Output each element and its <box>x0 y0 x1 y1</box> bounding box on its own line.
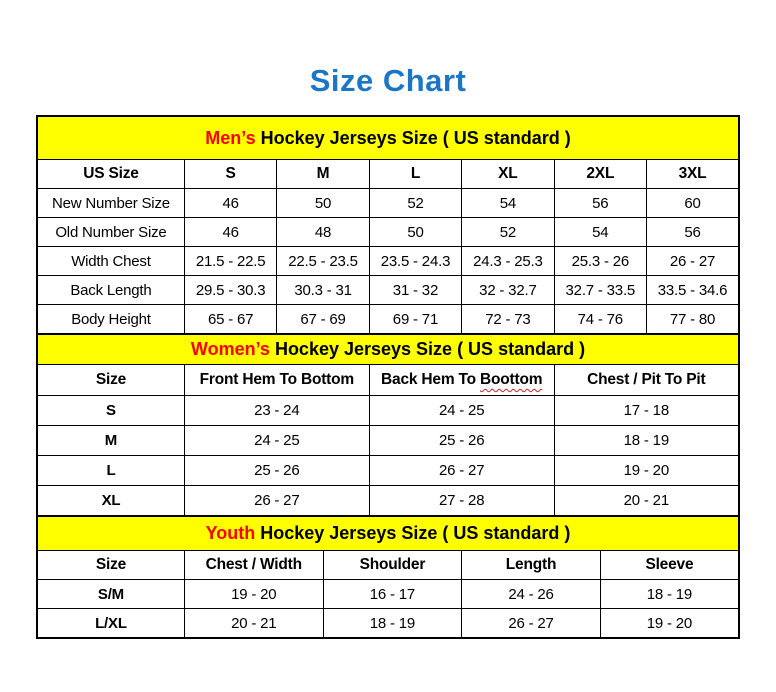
womens-caption-row <box>37 334 739 365</box>
womens-row-label: L <box>37 456 184 486</box>
mens-caption-text: Hockey Jerseys Size ( US standard ) <box>255 127 571 148</box>
mens-data-row <box>37 305 739 335</box>
mens-cell-value: 74 - 76 <box>554 305 646 335</box>
womens-header-row <box>37 365 739 396</box>
youth-cell-value: 26 - 27 <box>462 609 601 639</box>
womens-caption-text: Hockey Jerseys Size ( US standard ) <box>269 339 586 360</box>
womens-caption-cell <box>37 334 739 365</box>
womens-column-header: Back Hem To Boottom <box>369 365 554 396</box>
misspelled-word: Boottom <box>480 371 543 389</box>
womens-size-table <box>36 333 740 517</box>
mens-row-label: Back Length <box>37 276 184 305</box>
mens-caption-cell <box>37 116 739 160</box>
womens-data-row <box>37 486 739 517</box>
mens-cell-value: 65 - 67 <box>184 305 276 335</box>
youth-cell-value: 20 - 21 <box>184 609 323 639</box>
mens-cell-value: 48 <box>277 218 369 247</box>
mens-cell-value: 46 <box>184 218 276 247</box>
mens-header-row <box>37 160 739 189</box>
youth-caption-text: Hockey Jerseys Size ( US standard ) <box>255 523 571 544</box>
mens-data-row <box>37 247 739 276</box>
size-tables-container <box>36 115 740 639</box>
mens-cell-value: 31 - 32 <box>369 276 461 305</box>
mens-cell-value: 46 <box>184 189 276 218</box>
mens-row-label: Body Height <box>37 305 184 335</box>
mens-cell-value: 72 - 73 <box>462 305 554 335</box>
womens-cell-value: 18 - 19 <box>554 426 739 456</box>
youth-cell-value: 19 - 20 <box>600 609 739 639</box>
womens-cell-value: 19 - 20 <box>554 456 739 486</box>
youth-column-header: Length <box>462 551 601 580</box>
mens-data-row <box>37 189 739 218</box>
youth-header-row <box>37 551 739 580</box>
mens-column-header: S <box>184 160 276 189</box>
youth-column-header: Sleeve <box>600 551 739 580</box>
mens-row-label: Width Chest <box>37 247 184 276</box>
youth-cell-value: 18 - 19 <box>323 609 462 639</box>
mens-cell-value: 69 - 71 <box>369 305 461 335</box>
mens-cell-value: 32 - 32.7 <box>462 276 554 305</box>
mens-cell-value: 54 <box>462 189 554 218</box>
womens-cell-value: 24 - 25 <box>369 396 554 426</box>
youth-caption-highlight: Youth <box>205 523 256 544</box>
mens-cell-value: 56 <box>554 189 646 218</box>
youth-caption-cell <box>37 516 739 551</box>
youth-caption-row <box>37 516 739 551</box>
mens-cell-value: 29.5 - 30.3 <box>184 276 276 305</box>
mens-cell-value: 50 <box>369 218 461 247</box>
mens-cell-value: 25.3 - 26 <box>554 247 646 276</box>
youth-column-header: Shoulder <box>323 551 462 580</box>
youth-row-label: S/M <box>37 580 184 609</box>
mens-cell-value: 26 - 27 <box>647 247 739 276</box>
mens-size-table <box>36 115 740 335</box>
youth-cell-value: 16 - 17 <box>323 580 462 609</box>
youth-size-table <box>36 515 740 639</box>
mens-column-header: 3XL <box>647 160 739 189</box>
womens-data-row <box>37 396 739 426</box>
youth-column-header: Size <box>37 551 184 580</box>
youth-row-label: L/XL <box>37 609 184 639</box>
womens-cell-value: 26 - 27 <box>369 456 554 486</box>
womens-row-label: S <box>37 396 184 426</box>
mens-data-row <box>37 276 739 305</box>
womens-cell-value: 24 - 25 <box>184 426 369 456</box>
mens-cell-value: 54 <box>554 218 646 247</box>
mens-column-header: 2XL <box>554 160 646 189</box>
womens-row-label: XL <box>37 486 184 517</box>
mens-cell-value: 23.5 - 24.3 <box>369 247 461 276</box>
womens-data-row <box>37 426 739 456</box>
youth-cell-value: 18 - 19 <box>600 580 739 609</box>
mens-caption-row <box>37 116 739 160</box>
womens-column-header: Chest / Pit To Pit <box>554 365 739 396</box>
mens-column-header: US Size <box>37 160 184 189</box>
mens-cell-value: 50 <box>277 189 369 218</box>
mens-cell-value: 67 - 69 <box>277 305 369 335</box>
womens-cell-value: 20 - 21 <box>554 486 739 517</box>
youth-data-row <box>37 609 739 639</box>
mens-cell-value: 30.3 - 31 <box>277 276 369 305</box>
womens-cell-value: 25 - 26 <box>184 456 369 486</box>
mens-row-label: New Number Size <box>37 189 184 218</box>
mens-cell-value: 21.5 - 22.5 <box>184 247 276 276</box>
mens-cell-value: 52 <box>462 218 554 247</box>
womens-column-header: Size <box>37 365 184 396</box>
mens-column-header: M <box>277 160 369 189</box>
mens-caption-highlight: Men’s <box>205 127 256 148</box>
youth-cell-value: 24 - 26 <box>462 580 601 609</box>
womens-column-header: Front Hem To Bottom <box>184 365 369 396</box>
youth-cell-value: 19 - 20 <box>184 580 323 609</box>
womens-cell-value: 26 - 27 <box>184 486 369 517</box>
mens-column-header: L <box>369 160 461 189</box>
womens-cell-value: 25 - 26 <box>369 426 554 456</box>
mens-row-label: Old Number Size <box>37 218 184 247</box>
womens-cell-value: 17 - 18 <box>554 396 739 426</box>
mens-cell-value: 77 - 80 <box>647 305 739 335</box>
mens-cell-value: 33.5 - 34.6 <box>647 276 739 305</box>
mens-cell-value: 22.5 - 23.5 <box>277 247 369 276</box>
mens-cell-value: 32.7 - 33.5 <box>554 276 646 305</box>
womens-cell-value: 23 - 24 <box>184 396 369 426</box>
womens-cell-value: 27 - 28 <box>369 486 554 517</box>
womens-caption-highlight: Women’s <box>190 339 270 360</box>
mens-cell-value: 24.3 - 25.3 <box>462 247 554 276</box>
youth-data-row <box>37 580 739 609</box>
womens-row-label: M <box>37 426 184 456</box>
mens-column-header: XL <box>462 160 554 189</box>
mens-cell-value: 52 <box>369 189 461 218</box>
mens-data-row <box>37 218 739 247</box>
page-title: Size Chart <box>309 63 467 98</box>
womens-data-row <box>37 456 739 486</box>
youth-column-header: Chest / Width <box>184 551 323 580</box>
mens-cell-value: 56 <box>647 218 739 247</box>
mens-cell-value: 60 <box>647 189 739 218</box>
